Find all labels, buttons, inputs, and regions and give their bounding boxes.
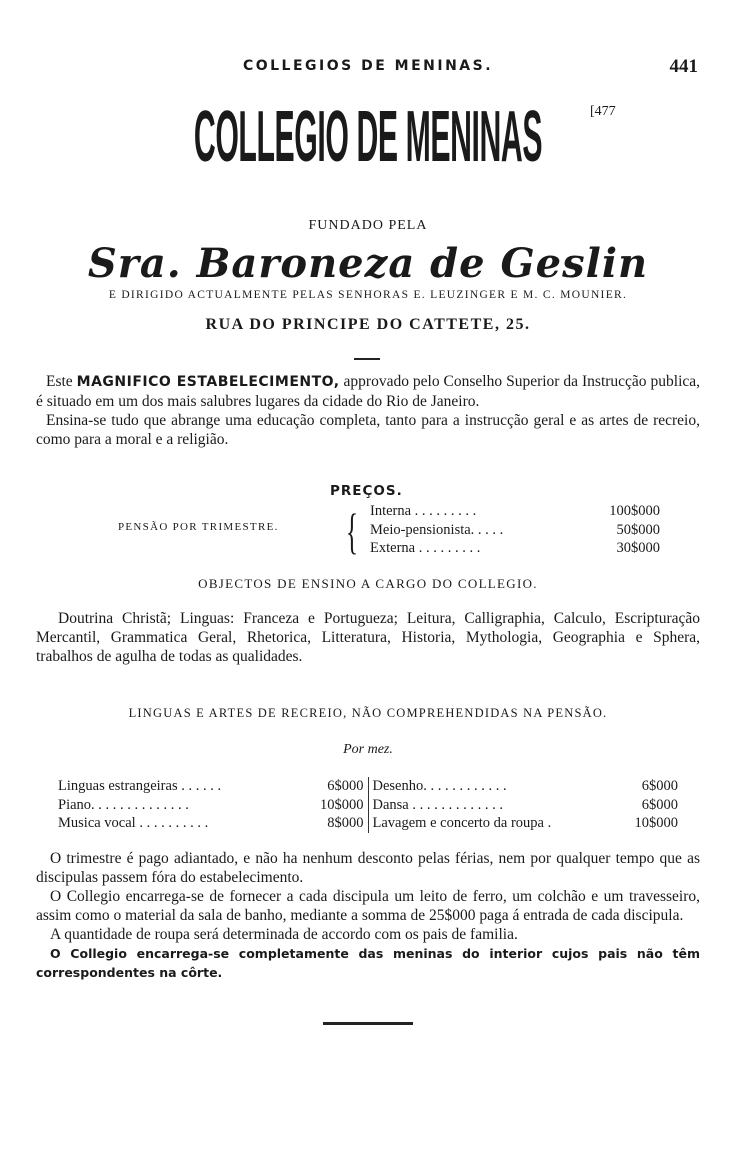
note-paragraph: O Collegio encarrega-se de fornecer a cada discipula um leito de ferro, um colchão e um travesseiro, assim como o material da sala de banho, mediante a somma de 25$000 paga á entrada de cada discipula.: [36, 888, 700, 924]
page-number: 441: [669, 56, 698, 77]
extra-name: Musica vocal . . . . . . . . . .: [58, 815, 209, 831]
extra-value: 10$000: [634, 815, 678, 831]
price-name: Externa . . . . . . . . .: [370, 540, 481, 556]
extra-row: [58, 796, 364, 815]
extra-name: Lavagem e concerto da roupa .: [372, 815, 552, 831]
prices-heading: PREÇOS.: [330, 483, 403, 499]
note-paragraph: A quantidade de roupa será determinada de accordo com os pais de familia.: [50, 926, 518, 943]
pension-label: PENSÃO POR TRIMESTRE.: [118, 521, 279, 533]
extras-left: [58, 777, 369, 833]
price-value: 100$000: [609, 503, 660, 519]
extra-name: Linguas estrangeiras . . . . . .: [58, 778, 222, 794]
brace: {: [346, 503, 358, 559]
notes-section: [36, 849, 700, 1025]
extras-right: [369, 777, 679, 833]
closing-rule: [323, 1022, 413, 1025]
intro-start: Este: [46, 373, 77, 390]
intro-bold: MAGNIFICO ESTABELECIMENTO,: [76, 374, 340, 390]
extra-name: Desenho. . . . . . . . . . . .: [372, 778, 507, 794]
price-value: 50$000: [616, 521, 660, 538]
price-row: [370, 502, 660, 521]
per-month: Por mez.: [343, 742, 393, 757]
extra-row: [58, 814, 364, 833]
price-name: Interna . . . . . . . . .: [370, 503, 477, 519]
directed-by: E DIRIGIDO ACTUALMENTE PELAS SENHORAS E. LEUZINGER E M. C. MOUNIER.: [108, 289, 628, 301]
final-note: O Collegio encarrega-se completamente das meninas do interior cujos pais não têm correspondentes na côrte.: [36, 946, 700, 980]
extra-value: 10$000: [320, 796, 364, 813]
founder-name: Sra. Baroneza de Geslin: [87, 240, 649, 287]
extra-row: [58, 777, 364, 796]
extras-heading: LINGUAS E ARTES DE RECREIO, NÃO COMPREHENDIDAS NA PENSÃO.: [128, 706, 608, 720]
extra-name: Dansa . . . . . . . . . . . . .: [372, 796, 503, 813]
divider: [354, 358, 380, 360]
reference-number: [477: [590, 104, 616, 119]
extra-row: [373, 796, 679, 815]
price-row: [370, 521, 660, 540]
extra-row: [373, 814, 679, 833]
price-list: [370, 502, 660, 558]
price-value: 30$000: [616, 540, 660, 556]
intro-section: [36, 372, 700, 449]
intro-paragraph: [36, 372, 700, 411]
price-row: [370, 539, 660, 558]
teaching-paragraph: Ensina-se tudo que abrange uma educação completa, tanto para a instrucção geral e as artes de recreio, como para a moral e a religião.: [36, 412, 700, 448]
running-title: COLLEGIOS DE MENINAS.: [242, 58, 494, 74]
extra-value: 6$000: [327, 778, 364, 794]
extras-table: [58, 777, 678, 833]
extra-row: [373, 777, 679, 796]
address: RUA DO PRINCIPE DO CATTETE, 25.: [205, 316, 531, 333]
extra-value: 8$000: [327, 815, 364, 831]
note-paragraph: O trimestre é pago adiantado, e não ha nenhum desconto pelas férias, nem por qualquer tempo que as discipulas passem fóra do estabelecimento.: [36, 850, 700, 886]
extra-value: 6$000: [641, 778, 678, 794]
extra-value: 6$000: [641, 796, 678, 813]
founded-by-label: FUNDADO PELA: [308, 218, 428, 233]
subjects-heading: OBJECTOS DE ENSINO A CARGO DO COLLEGIO.: [198, 576, 538, 591]
subjects-paragraph: Doutrina Christã; Linguas: Franceza e Portugueza; Leitura, Calligraphia, Calculo, Escripturação Mercantil, Grammatica Geral, Rhetorica, Litteratura, Historia, Mythologia, Geographia e Sphera, trabalhos de agulha de todas as qualidades.: [36, 610, 700, 665]
page-title: COLLEGIO DE MENINAS: [193, 97, 543, 177]
intro-rest: approvado pelo Conselho Superior da Instrucção publica, é situado em um dos mais salubres lugares da cidade do Rio de Janeiro.: [36, 373, 701, 410]
price-name: Meio-pensionista. . . . .: [370, 521, 504, 538]
extra-name: Piano. . . . . . . . . . . . . .: [58, 796, 189, 813]
